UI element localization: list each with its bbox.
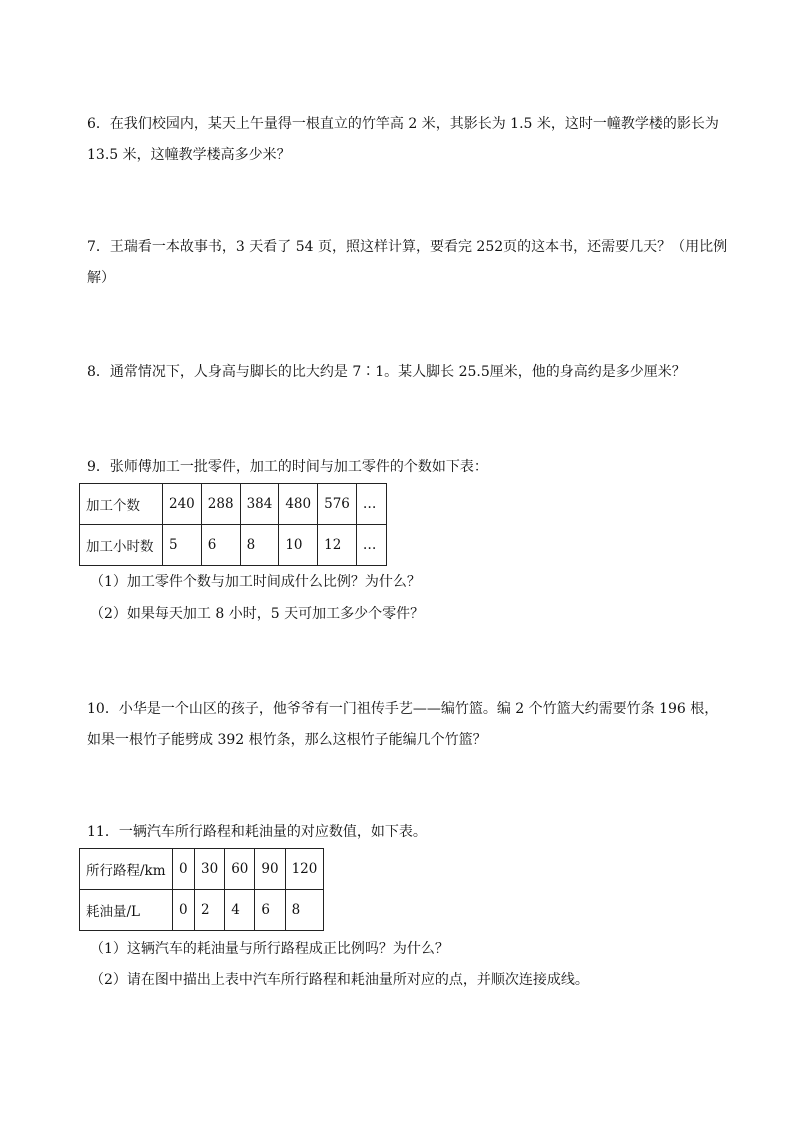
- table-cell: 90: [255, 849, 285, 890]
- q6-text-line2: 13.5 米，这幢教学楼高多少米？: [87, 147, 291, 163]
- q9-sub1: （1）加工零件个数与加工时间成什么比例？为什么？: [90, 574, 421, 590]
- table-cell: 5: [163, 525, 202, 566]
- q10-text-line1: 10．小华是一个山区的孩子，他爷爷有一门祖传手艺——编竹篮。编 2 个竹篮大约需要竹条 196 根，: [87, 701, 719, 717]
- table-cell: 240: [163, 484, 202, 525]
- table-cell: 576: [318, 484, 357, 525]
- table-cell: 8: [285, 890, 324, 931]
- table-cell: 0: [173, 849, 195, 890]
- q7-text-line1: 7．王瑞看一本故事书，3 天看了 54 页，照这样计算，要看完 252页的这本书，还需要几天？（用比例: [87, 239, 728, 255]
- q6-text-line1: 6．在我们校园内，某天上午量得一根直立的竹竿高 2 米，其影长为 1.5 米，这时一幢教学楼的影长为: [87, 116, 719, 132]
- table-cell: 120: [285, 849, 324, 890]
- q9-text-line1: 9．张师傅加工一批零件，加工的时间与加工零件的个数如下表：: [87, 459, 488, 475]
- table-cell: 30: [195, 849, 225, 890]
- table-cell: 12: [318, 525, 357, 566]
- table-cell: …: [356, 525, 386, 566]
- table-cell: 8: [240, 525, 279, 566]
- table-cell: 加工个数: [80, 484, 163, 525]
- table-cell: 4: [225, 890, 255, 931]
- q10-text-line2: 如果一根竹子能劈成 392 根竹条，那么这根竹子能编几个竹篮？: [87, 732, 487, 748]
- table-cell: 60: [225, 849, 255, 890]
- q9-sub2: （2）如果每天加工 8 小时，5 天可加工多少个零件？: [90, 606, 425, 622]
- table-row: [80, 525, 387, 566]
- q8-text-line1: 8．通常情况下，人身高与脚长的比大约是 7∶1。某人脚长 25.5厘米，他的身高约是多少厘米？: [87, 364, 686, 380]
- table-cell: 384: [240, 484, 279, 525]
- table-row: [80, 849, 324, 890]
- table-cell: …: [356, 484, 386, 525]
- q11-sub1: （1）这辆汽车的耗油量与所行路程成正比例吗？为什么？: [90, 941, 449, 957]
- q11-sub2: （2）请在图中描出上表中汽车所行路程和耗油量所对应的点，并顺次连接成线。: [90, 972, 589, 988]
- table-cell: 耗油量/L: [80, 890, 173, 931]
- table-cell: 6: [201, 525, 240, 566]
- table-cell: 288: [201, 484, 240, 525]
- table-cell: 6: [255, 890, 285, 931]
- table-cell: 480: [279, 484, 318, 525]
- q7-text-line2: 解）: [87, 270, 115, 286]
- q9-table: [79, 483, 387, 566]
- table-row: [80, 484, 387, 525]
- table-cell: 加工小时数: [80, 525, 163, 566]
- table-row: [80, 890, 324, 931]
- q11-table: [79, 848, 324, 931]
- table-cell: 0: [173, 890, 195, 931]
- table-cell: 2: [195, 890, 225, 931]
- table-cell: 10: [279, 525, 318, 566]
- q11-text-line1: 11．一辆汽车所行路程和耗油量的对应数值，如下表。: [87, 824, 427, 840]
- table-cell: 所行路程/km: [80, 849, 173, 890]
